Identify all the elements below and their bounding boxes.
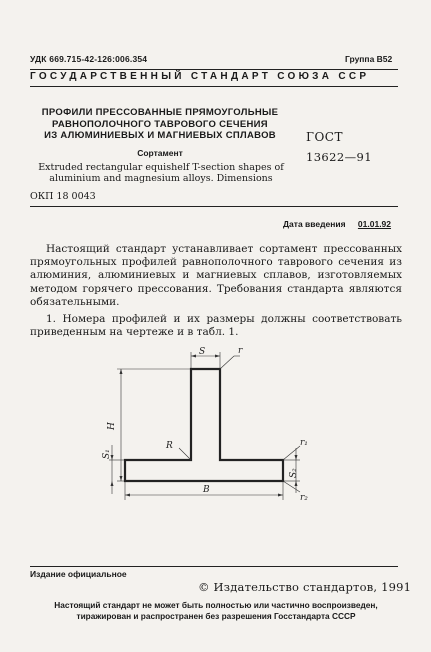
paragraph-intro: Настоящий стандарт устанавливает сортамент прессованных прямоугольных профилей равнополочного таврового сечения из алюминия, алюминиевых и магниевых сплавов, изготовляемых методом горячего прессования. Требования стандарта являются обязательными. [30,243,402,308]
udk-code: УДК 669.715-42-126:006.354 [30,54,148,64]
intro-date-value: 01.01.92 [357,219,392,229]
english-title-line: aluminium and magnesium alloys. Dimensions [49,172,273,184]
notice-line: Настоящий стандарт не может быть полностью или частично воспроизведен, [54,600,378,610]
english-title-line: Extruded rectangular equishelf T-section shapes of [38,162,284,173]
group-code: Группа В52 [345,54,393,64]
copyright: © Издательство стандартов, 1991 [198,580,412,594]
label-r-inner: R [166,441,173,451]
label-s2: S₂ [289,468,299,478]
divider-footer [30,566,398,567]
copyright-notice [30,600,402,622]
gost-label: ГОСТ [306,130,343,144]
label-r: r [238,346,243,356]
gost-number: 13622—91 [306,150,372,164]
title-line: ПРОФИЛИ ПРЕССОВАННЫЕ ПРЯМОУГОЛЬНЫЕ [41,107,279,118]
standard-name: ГОСУДАРСТВЕННЫЙ СТАНДАРТ СОЮЗА ССР [30,71,370,82]
label-r2: r₂ [300,493,308,503]
notice-line: тиражирован и распространен без разрешения Госстандарта СССР [76,611,356,621]
label-s: S [199,347,206,357]
title-line: РАВНОПОЛОЧНОГО ТАВРОВОГО СЕЧЕНИЯ [52,118,268,130]
t-profile-outline [125,369,283,481]
edition-label: Издание официальное [30,569,127,579]
intro-date-label: Дата введения [283,219,346,229]
label-b: B [203,485,210,495]
document-subtitle: Сортамент [137,148,183,158]
okp-code: ОКП 18 0043 [30,191,96,202]
label-s1: S₁ [102,449,112,459]
label-h: H [107,422,117,430]
label-r1: r₁ [300,438,308,448]
paragraph-clause-1: 1. Номера профилей и их размеры должны соответствовать приведенным на чертеже и в табл. 1. [30,313,402,339]
title-line: ИЗ АЛЮМИНИЕВЫХ И МАГНИЕВЫХ СПЛАВОВ [44,130,276,141]
